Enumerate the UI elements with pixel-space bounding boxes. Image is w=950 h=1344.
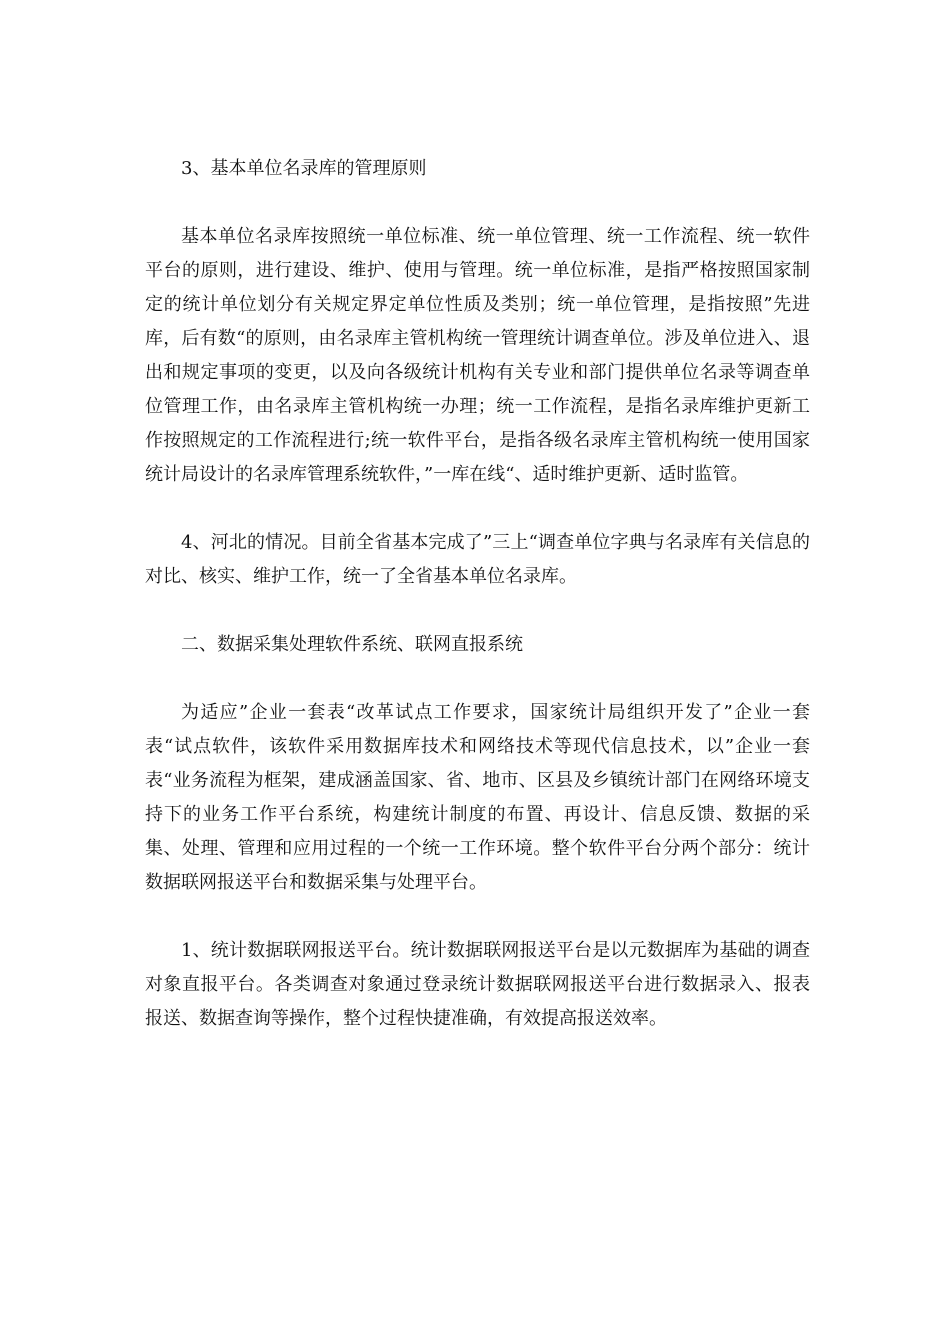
section-heading-management-principles: 3、基本单位名录库的管理原则 [181, 158, 427, 179]
paragraph-enterprise-form-software: 为适应”企业一套表“改革试点工作要求，国家统计局组织开发了”企业一套表“试点软件，该软件采用数据库技术和网络技术等现代信息技术，以”企业一套表“业务流程为框架，建成涵盖国家、省、地市、区县及乡镇统计部门在网络环境支持下的业务工作平台系统，构建统计制度的布置、再设计、信息反馈、数据的采集、处理、管理和应用过程的一个统一工作环境。整个软件平台分两个部分：统计数据联网报送平台和数据采集与处理平台。 [145, 702, 810, 893]
paragraph-online-reporting-platform: 1、统计数据联网报送平台。统计数据联网报送平台是以元数据库为基础的调查对象直报平台。各类调查对象通过登录统计数据联网报送平台进行数据录入、报表报送、数据查询等操作，整个过程快捷准确，有效提高报送效率。 [145, 940, 810, 1029]
document-body [145, 152, 810, 1070]
paragraph-management-principles: 基本单位名录库按照统一单位标准、统一单位管理、统一工作流程、统一软件平台的原则，进行建设、维护、使用与管理。统一单位标准，是指严格按照国家制定的统计单位划分有关规定界定单位性质及类别；统一单位管理，是指按照”先进库，后有数“的原则，由名录库主管机构统一管理统计调查单位。涉及单位进入、退出和规定事项的变更，以及向各级统计机构有关专业和部门提供单位名录等调查单位管理工作，由名录库主管机构统一办理；统一工作流程，是指名录库维护更新工作按照规定的工作流程进行;统一软件平台，是指各级名录库主管机构统一使用国家统计局设计的名录库管理系统软件，”一库在线“、适时维护更新、适时监管。 [145, 226, 810, 485]
paragraph-hebei-situation: 4、河北的情况。目前全省基本完成了”三上“调查单位字典与名录库有关信息的对比、核实、维护工作，统一了全省基本单位名录库。 [145, 532, 810, 587]
section-heading-data-collection-system: 二、数据采集处理软件系统、联网直报系统 [181, 634, 523, 655]
